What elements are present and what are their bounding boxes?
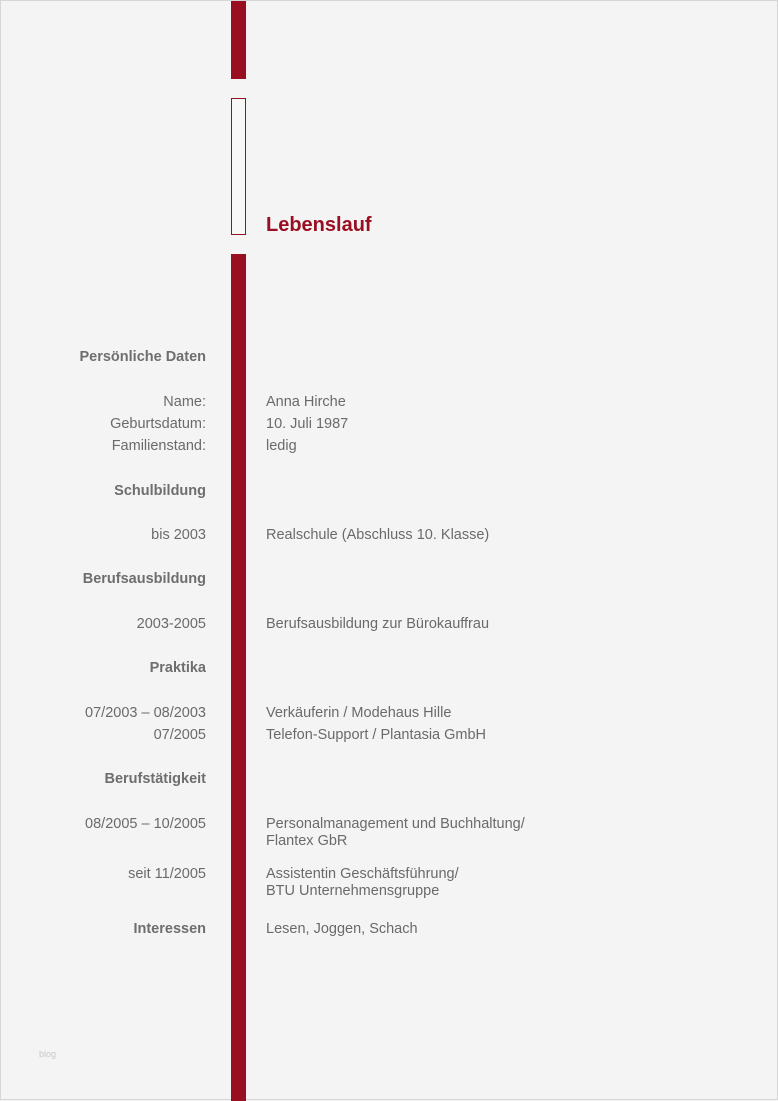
accent-bar-main xyxy=(231,254,246,1101)
name-value: Anna Hirche xyxy=(266,394,346,410)
school-value: Realschule (Abschluss 10. Klasse) xyxy=(266,527,490,543)
training-value: Berufsausbildung zur Bürokauffrau xyxy=(266,616,490,632)
section-heading-training: Berufsausbildung xyxy=(82,571,206,587)
family-label: Familienstand: xyxy=(111,438,206,454)
work-value-line: Personalmanagement und Buchhaltung/ xyxy=(266,816,525,832)
section-heading-work: Berufstätigkeit xyxy=(104,771,206,787)
birth-label: Geburtsdatum: xyxy=(110,416,206,432)
work-period: seit 11/2005 xyxy=(128,866,206,882)
accent-bar-top xyxy=(231,1,246,79)
birth-value: 10. Juli 1987 xyxy=(266,416,349,432)
section-heading-school: Schulbildung xyxy=(114,483,206,499)
internship-value: Telefon-Support / Plantasia GmbH xyxy=(266,727,487,743)
work-value xyxy=(266,816,525,850)
section-heading-personal: Persönliche Daten xyxy=(79,349,206,365)
watermark: blog xyxy=(39,1049,57,1059)
internship-period: 07/2005 xyxy=(153,727,206,743)
training-period: 2003-2005 xyxy=(136,616,206,632)
work-value xyxy=(266,866,459,900)
photo-frame xyxy=(231,98,246,235)
work-period: 08/2005 – 10/2005 xyxy=(85,816,206,832)
work-value-line: Assistentin Geschäftsführung/ xyxy=(266,866,459,882)
school-period: bis 2003 xyxy=(151,527,206,543)
interests-value: Lesen, Joggen, Schach xyxy=(266,921,418,937)
section-heading-internships: Praktika xyxy=(149,660,206,676)
family-value: ledig xyxy=(266,438,297,454)
internship-value: Verkäuferin / Modehaus Hille xyxy=(266,705,452,721)
name-label: Name: xyxy=(163,394,206,410)
work-value-line: Flantex GbR xyxy=(266,833,348,849)
internship-period: 07/2003 – 08/2003 xyxy=(85,705,206,721)
work-value-line: BTU Unternehmensgruppe xyxy=(266,883,440,899)
section-heading-interests: Interessen xyxy=(133,921,206,937)
page-title: Lebenslauf xyxy=(266,214,372,236)
